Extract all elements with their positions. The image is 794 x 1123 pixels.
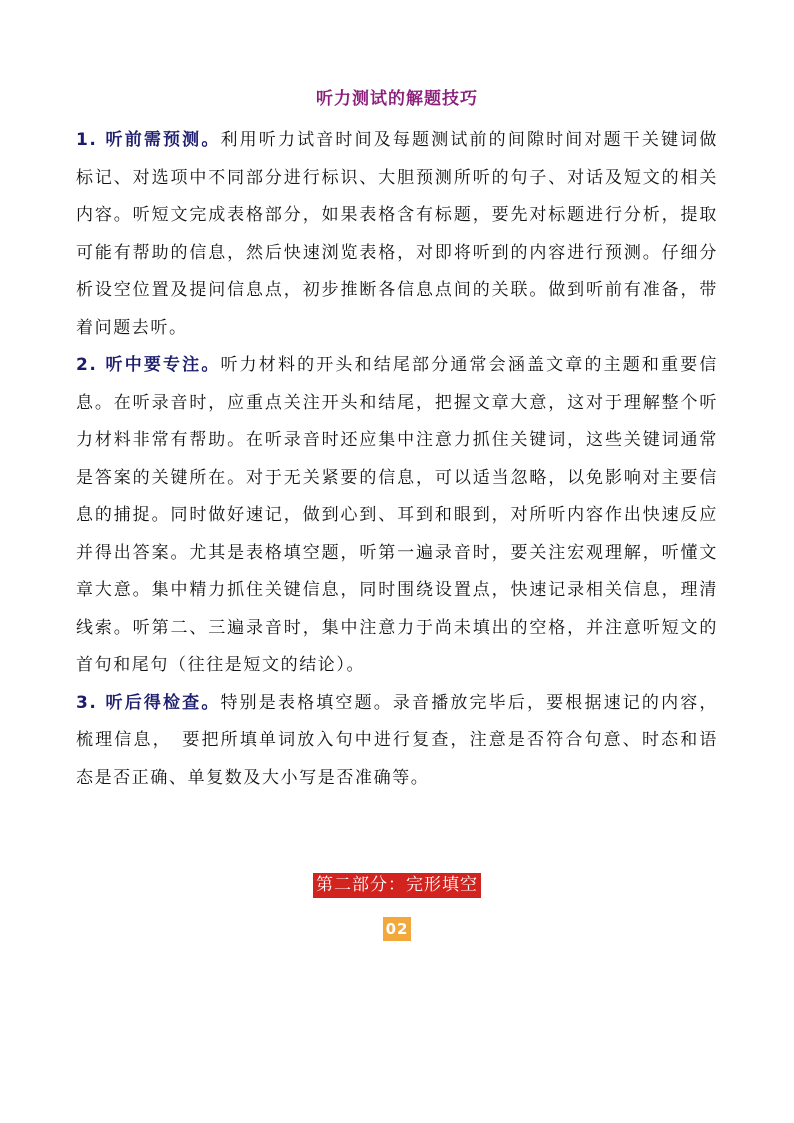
tip-body-2: 听力材料的开头和结尾部分通常会涵盖文章的主题和重要信息。在听录音时，应重点关注开头和结尾，把握文章大意，这对于理解整个听力材料非常有帮助。在听录音时还应集中注意力抓住关键词，这些关键词通常是答案的关键所在。对于无关紧要的信息，可以适当忽略，以免影响对主要信息的捕捉。同时做好速记，做到心到、耳到和眼到，对所听内容作出快速反应并得出答案。尤其是表格填空题，听第一遍录音时，要关注宏观理解，听懂文章大意。集中精力抓住关键信息，同时围绕设置点，快速记录相关信息，理清线索。听第二、三遍录音时，集中注意力于尚未填出的空格，并注意听短文的首句和尾句（往往是短文的结论）。 — [76, 355, 718, 675]
tip-paragraph-1 — [76, 122, 718, 347]
tip-heading-1: 1. 听前需预测。 — [76, 130, 221, 150]
tip-body-3: 特别是表格填空题。录音播放完毕后，要根据速记的内容，梳理信息， 要把所填单词放入句中进行复查，注意是否符合句意、时态和语态是否正确、单复数及大小写是否准确等。 — [76, 692, 718, 788]
tip-heading-3: 3. 听后得检查。 — [76, 692, 221, 713]
tip-heading-2: 2. 听中要专注。 — [76, 355, 221, 375]
tip-paragraph-3 — [76, 685, 718, 798]
tips-content — [76, 122, 718, 797]
section-label: 第二部分：完形填空 — [313, 873, 481, 898]
tip-body-1: 利用听力试音时间及每题测试前的间隙时间对题干关键词做标记、对选项中不同部分进行标识、大胆预测所听的句子、对话及短文的相关内容。听短文完成表格部分，如果表格含有标题，要先对标题进行分析，提取可能有帮助的信息，然后快速浏览表格，对即将听到的内容进行预测。仔细分析设空位置及提问信息点，初步推断各信息点间的关联。做到听前有准备，带着问题去听。 — [76, 130, 718, 338]
section-number-badge: 02 — [383, 917, 412, 941]
section-header — [0, 873, 794, 898]
tip-paragraph-2 — [76, 347, 718, 685]
section-number-wrap — [0, 917, 794, 941]
document-title: 听力测试的解题技巧 — [316, 89, 478, 109]
